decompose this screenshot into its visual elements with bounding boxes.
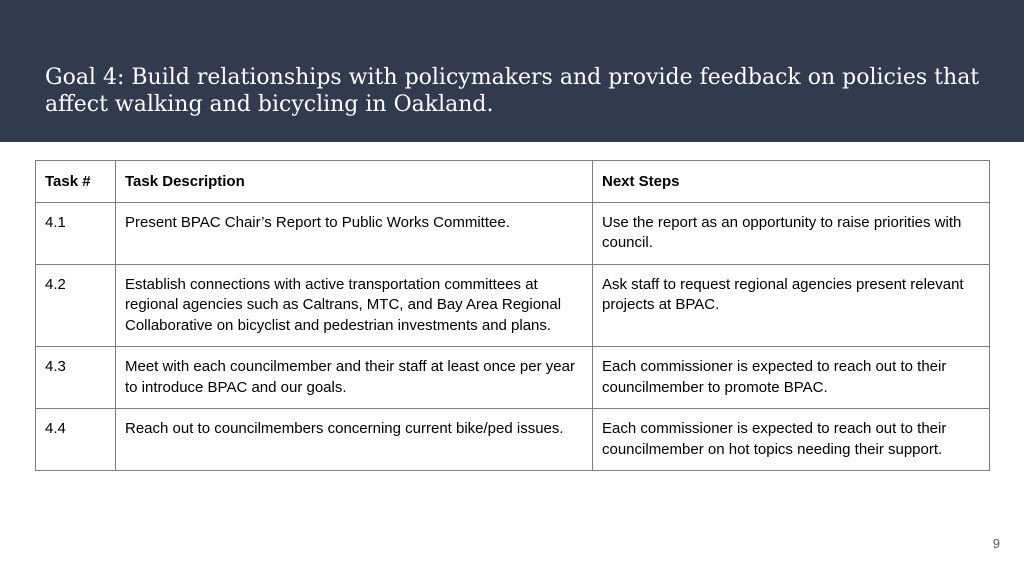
header-next-steps: Next Steps [593, 161, 990, 203]
title-banner [0, 0, 1024, 142]
table-row [36, 409, 990, 471]
table-row [36, 264, 990, 347]
task-number: 4.2 [36, 264, 116, 347]
task-next-steps: Each commissioner is expected to reach out to their councilmember on hot topics needing their support. [593, 409, 990, 471]
tasks-table [35, 160, 990, 471]
task-number: 4.3 [36, 347, 116, 409]
slide-title: Goal 4: Build relationships with policymakers and provide feedback on policies that affect walking and bicycling in Oakland. [45, 65, 980, 117]
task-description: Present BPAC Chair’s Report to Public Works Committee. [116, 202, 593, 264]
table-row [36, 347, 990, 409]
table-header-row [36, 161, 990, 203]
task-number: 4.1 [36, 202, 116, 264]
task-description: Meet with each councilmember and their staff at least once per year to introduce BPAC and our goals. [116, 347, 593, 409]
header-task-description: Task Description [116, 161, 593, 203]
task-next-steps: Each commissioner is expected to reach out to their councilmember to promote BPAC. [593, 347, 990, 409]
table-row [36, 202, 990, 264]
task-description: Establish connections with active transportation committees at regional agencies such as Caltrans, MTC, and Bay Area Regional Collaborative on bicyclist and pedestrian investments and plans. [116, 264, 593, 347]
task-number: 4.4 [36, 409, 116, 471]
header-task-number: Task # [36, 161, 116, 203]
task-description: Reach out to councilmembers concerning current bike/ped issues. [116, 409, 593, 471]
task-next-steps: Ask staff to request regional agencies present relevant projects at BPAC. [593, 264, 990, 347]
task-next-steps: Use the report as an opportunity to raise priorities with council. [593, 202, 990, 264]
page-number: 9 [992, 536, 1000, 551]
